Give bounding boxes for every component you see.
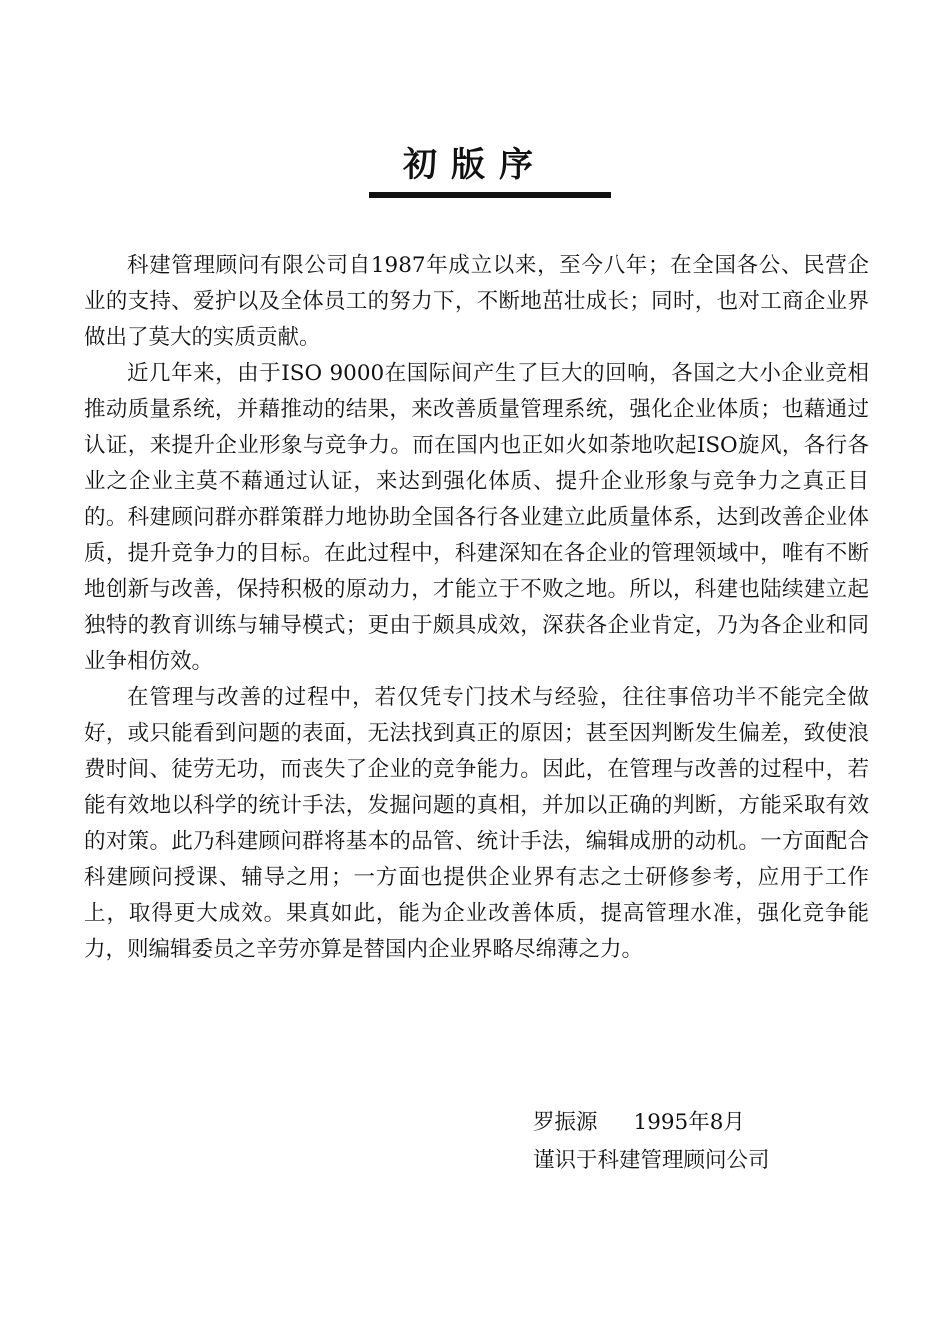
title-underline — [369, 192, 611, 198]
signature-affiliation: 谨识于科建管理顾问公司 — [533, 1148, 770, 1173]
preface-body — [84, 248, 869, 968]
paragraph-2: 近几年来，由于ISO 9000在国际间产生了巨大的回响，各国之大小企业竞相推动质量系统，并藉推动的结果，来改善质量管理系统，强化企业体质；也藉通过认证，来提升企业形象与竞争力。而在国内也正如火如荼地吹起ISO旋风，各行各业之企业主莫不藉通过认证，来达到强化体质、提升企业形象与竞争力之真正目的。科建顾问群亦群策群力地协助全国各行各业建立此质量体系，达到改善企业体质，提升竞争力的目标。在此过程中，科建深知在各企业的管理领域中，唯有不断地创新与改善，保持积极的原动力，才能立于不败之地。所以，科建也陆续建立起独特的教育训练与辅导模式；更由于颇具成效，深获各企业肯定，乃为各企业和同业争相仿效。 — [84, 361, 869, 674]
paragraph-3: 在管理与改善的过程中，若仅凭专门技术与经验，往往事倍功半不能完全做好，或只能看到问题的表面，无法找到真正的原因；甚至因判断发生偏差，致使浪费时间、徒劳无功，而丧失了企业的竞争能力。因此，在管理与改善的过程中，若能有效地以科学的统计手法，发掘问题的真相，并加以正确的判断，方能采取有效的对策。此乃科建顾问群将基本的品管、统计手法，编辑成册的动机。一方面配合科建顾问授课、辅导之用；一方面也提供企业界有志之士研修参考，应用于工作上，取得更大成效。果真如此，能为企业改善体质，提高管理水准，强化竞争能力，则编辑委员之辛劳亦算是替国内企业界略尽绵薄之力。 — [84, 685, 869, 962]
page-title: 初版序 — [403, 145, 547, 185]
signature-line-1 — [533, 1104, 863, 1142]
signature-author: 罗振源 — [533, 1110, 598, 1135]
signature-date: 1995年8月 — [633, 1110, 745, 1135]
signature-block — [533, 1104, 863, 1180]
paragraph-1: 科建管理顾问有限公司自1987年成立以来，至今八年；在全国各公、民营企业的支持、爱护以及全体员工的努力下，不断地茁壮成长；同时，也对工商企业界做出了莫大的实质贡献。 — [84, 253, 869, 350]
